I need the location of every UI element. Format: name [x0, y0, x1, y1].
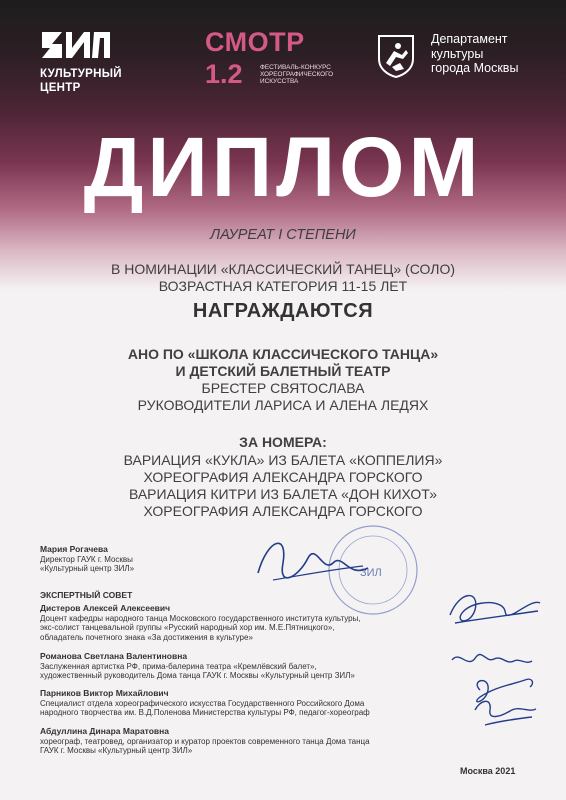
expert4-name: Абдуллина Динара Маратовна	[40, 726, 170, 736]
department-line1: Департамент	[431, 32, 508, 46]
expert-signatures	[440, 585, 550, 750]
age-category: ВОЗРАСТНАЯ КАТЕГОРИЯ 11-15 ЛЕТ	[158, 278, 408, 294]
zil-logo	[40, 30, 112, 60]
festival-title: СМОТР	[205, 27, 305, 57]
city-year: Москва 2021	[460, 766, 516, 776]
expert3-name: Парников Виктор Михайлович	[40, 688, 169, 698]
expert4-line2: ГАУК г. Москвы «Культурный центр ЗИЛ»	[40, 746, 193, 755]
expert1-name: Дистеров Алексей Алексеевич	[40, 603, 171, 613]
number2: ВАРИАЦИЯ КИТРИ ИЗ БАЛЕТА «ДОН КИХОТ»	[128, 486, 438, 502]
expert3-block	[40, 689, 370, 718]
expert2-line1: Заслуженная артистка РФ, прима-балерина театра «Кремлёвский балет»,	[40, 661, 317, 671]
moscow-coat-of-arms-icon	[376, 33, 416, 79]
expert4-block	[40, 727, 370, 756]
number2-choreography: ХОРЕОГРАФИЯ АЛЕКСАНДРА ГОРСКОГО	[143, 503, 423, 519]
director-name: Мария Рогачева	[40, 544, 108, 554]
department-line2: культуры	[431, 46, 484, 61]
director-line2: «Культурный центр ЗИЛ»	[40, 564, 135, 573]
leaders: РУКОВОДИТЕЛИ ЛАРИСА И АЛЕНА ЛЕДЯХ	[137, 397, 429, 413]
expert1-line3: обладатель почетного знака «За достижения в культуре»	[40, 632, 253, 642]
department-line3: города Москвы	[431, 61, 519, 75]
expert1-line2: экс-солист танцевальной группы «Русский народный хор им. М.Е.Пятницкого»,	[40, 623, 335, 632]
svg-text:ЗИЛ: ЗИЛ	[360, 567, 382, 579]
zil-center-label	[40, 67, 122, 95]
number1-choreography: ХОРЕОГРАФИЯ АЛЕКСАНДРА ГОРСКОГО	[143, 469, 423, 485]
expert3-line2: народного творчества им. В.Д.Поленова Министерства культуры РФ, педагог-хореограф	[40, 708, 370, 717]
participant-name: БРЕСТЕР СВЯТОСЛАВА	[201, 380, 365, 396]
nomination: В НОМИНАЦИИ «КЛАССИЧЕСКИЙ ТАНЕЦ» (СОЛО)	[110, 261, 455, 277]
expert1-line1: Доцент кафедры народного танца Московского государственного института культуры,	[40, 613, 361, 623]
organization-line1: АНО ПО «ШКОЛА КЛАССИЧЕСКОГО ТАНЦА»	[127, 346, 439, 362]
director-block	[40, 545, 134, 574]
zil-center-line2: ЦЕНТР	[40, 82, 81, 94]
expert4-line1: хореограф, театровед, организатор и куратор проектов современного танца Дома танца	[40, 736, 370, 746]
organization-line2: И ДЕТСКИЙ БАЛЕТНЫЙ ТЕАТР	[175, 363, 391, 379]
expert-council-heading: ЭКСПЕРТНЫЙ СОВЕТ	[40, 590, 133, 600]
expert2-line2: художественный руководитель Дома танца ГАУК г. Москвы «Культурный центр ЗИЛ»	[40, 671, 355, 680]
expert2-name: Романова Светлана Валентиновна	[40, 651, 188, 661]
expert2-block	[40, 652, 355, 681]
expert3-line1: Специалист отдела хореографического искусства Государственного Российского Дома	[40, 698, 365, 708]
diploma-title: ДИПЛОМ	[83, 120, 483, 214]
laureate-degree: ЛАУРЕАТ I СТЕПЕНИ	[210, 227, 356, 243]
zil-center-line1: КУЛЬТУРНЫЙ	[40, 68, 122, 80]
awarded-heading: НАГРАЖДАЮТСЯ	[192, 300, 374, 322]
number1: ВАРИАЦИЯ «КУКЛА» ИЗ БАЛЕТА «КОППЕЛИЯ»	[123, 452, 443, 468]
department-label	[431, 32, 518, 76]
expert1-block	[40, 604, 361, 642]
director-line1: Директор ГАУК г. Москвы	[40, 554, 133, 564]
for-numbers-heading: ЗА НОМЕРА:	[239, 434, 327, 450]
festival-number: 1.2	[205, 59, 243, 89]
festival-subtitle: ФЕСТИВАЛЬ-КОНКУРС ХОРЕОГРАФИЧЕСКОГО ИСКУССТВА	[260, 64, 334, 86]
